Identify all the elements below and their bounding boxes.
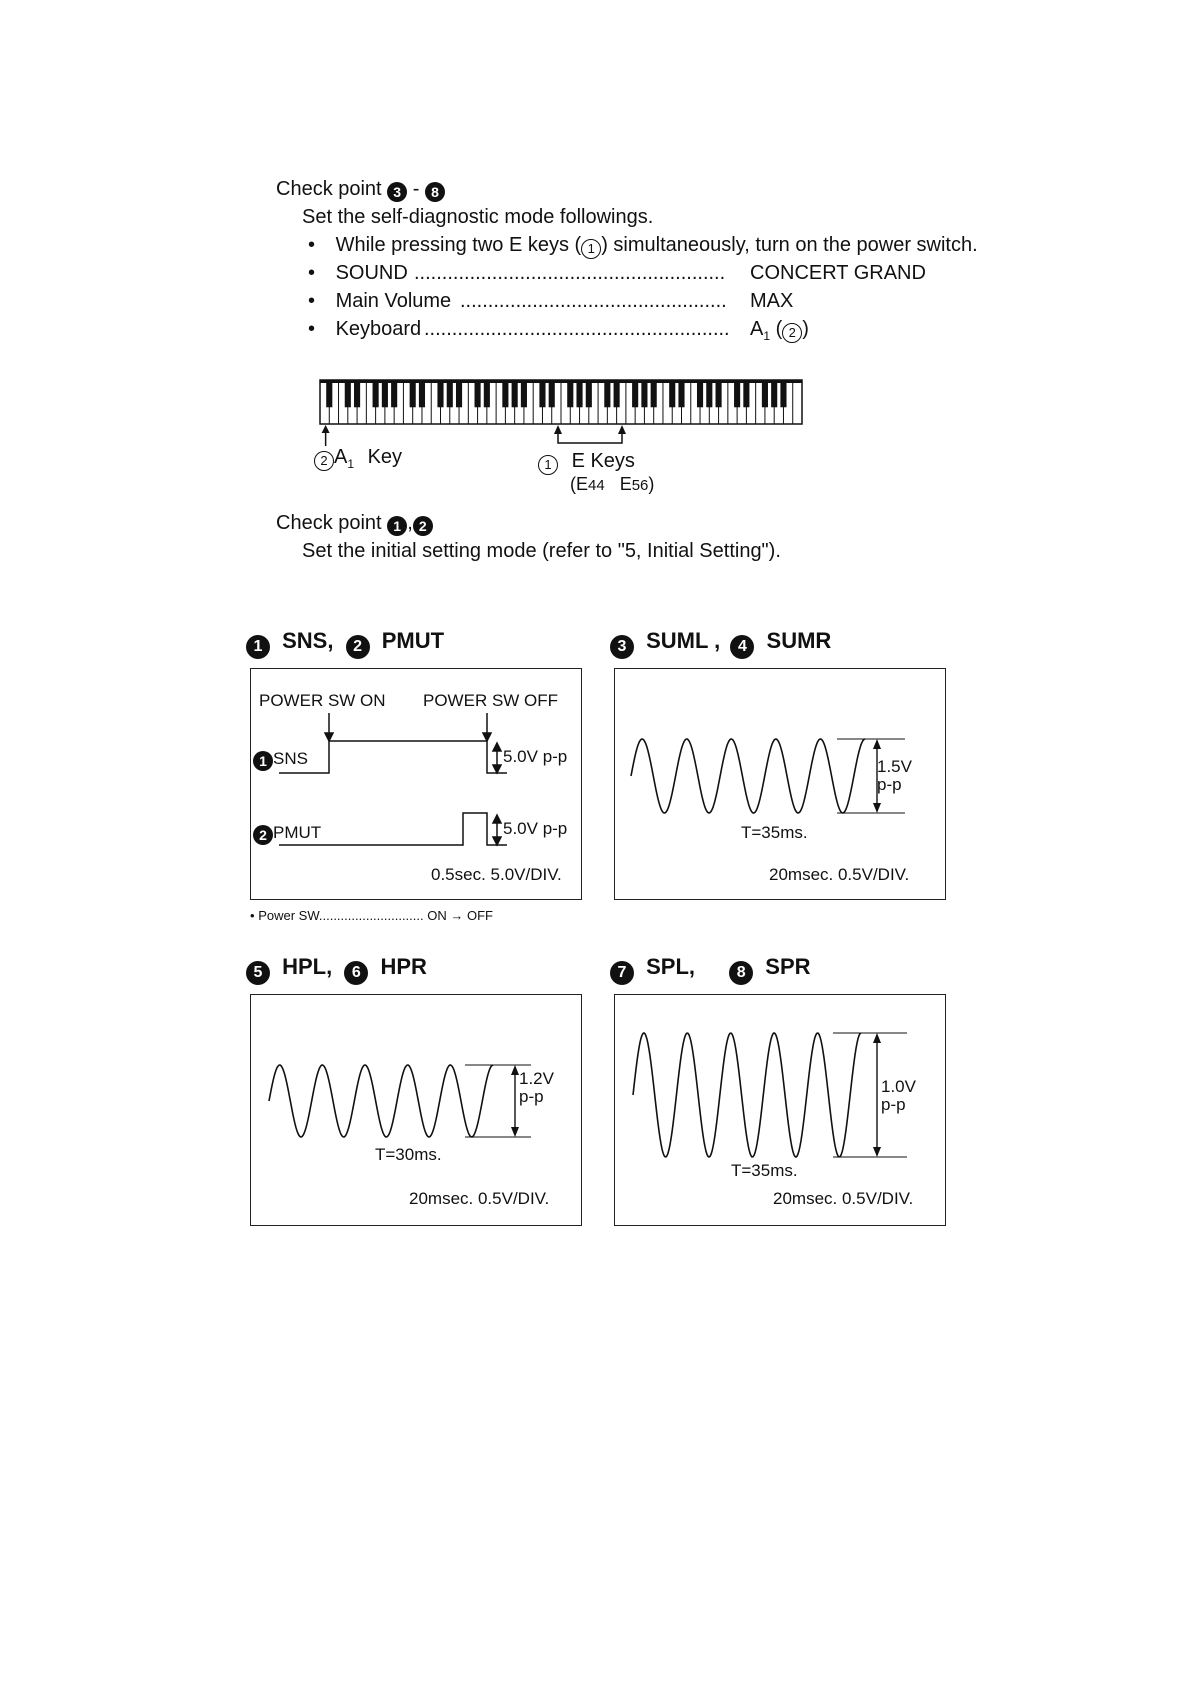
panel-2-scale: 20msec. 0.5V/DIV. [769, 865, 910, 884]
a1-key-label [314, 446, 402, 471]
circled-number-icon: 2 [253, 825, 273, 845]
circled-number-icon: 8 [425, 182, 445, 202]
sine-trace [633, 1033, 861, 1157]
amplitude-arrow-head [873, 803, 881, 813]
panel-title-part: SNS, [282, 628, 334, 653]
arrow-right-icon: → [450, 908, 464, 923]
e-keys-bracket [558, 428, 622, 443]
separator: - [412, 178, 420, 200]
checkpoint-a-heading-text: Check point [276, 178, 382, 200]
circled-number-icon: 1 [253, 751, 273, 771]
black-key [743, 380, 749, 407]
black-key [475, 380, 481, 407]
black-key [521, 380, 527, 407]
amp-value: 1.0V [881, 1077, 916, 1096]
range-low: 44 [588, 477, 605, 494]
circled-number-icon: 5 [246, 961, 270, 985]
black-key [614, 380, 620, 407]
circled-number-icon: 2 [413, 516, 433, 536]
black-key [512, 380, 518, 407]
panel-title-part: SUML , [646, 628, 721, 653]
black-key [669, 380, 675, 407]
amp-value: 1.5V [877, 757, 912, 776]
a1-pointer-arrow [322, 425, 330, 433]
circled-number-icon: 2 [346, 635, 370, 659]
e-keys-text: E Keys [571, 450, 635, 472]
black-key [447, 380, 453, 407]
power-on-label: POWER SW ON [259, 691, 386, 710]
a1-note: A [334, 446, 348, 468]
panel-2-amplitude [877, 757, 912, 795]
panel-2-title [610, 628, 831, 659]
black-key [604, 380, 610, 407]
circled-number-icon: 1 [246, 635, 270, 659]
black-key [419, 380, 425, 407]
range-close: ) [648, 474, 655, 494]
step-sound-leader: ........................................................ [414, 262, 726, 284]
step-label: SOUND [335, 262, 408, 284]
black-key [641, 380, 647, 407]
amplitude-arrow-head [511, 1065, 519, 1075]
sine-trace [269, 1065, 493, 1137]
range-open: (E [570, 474, 588, 494]
black-key [373, 380, 379, 407]
checkpoint-b-text: Set the initial setting mode (refer to "5, Initial Setting"). [302, 540, 781, 562]
pmut-label [253, 823, 321, 845]
panel-2-period: T=35ms. [741, 823, 808, 842]
power-sw-note [250, 908, 493, 923]
checkpoint-b-heading-text: Check point [276, 512, 382, 534]
pmut-amplitude: 5.0V p-p [503, 819, 568, 838]
keyboard-illustration [0, 0, 1190, 520]
black-key [484, 380, 490, 407]
e-keys-label [538, 450, 635, 475]
checkpoint-a-intro: Set the self-diagnostic mode followings. [302, 206, 654, 228]
amp-unit: p-p [877, 775, 902, 794]
black-key [382, 380, 388, 407]
panel-1-title [246, 628, 444, 659]
panel-title-part: SUMR [766, 628, 832, 653]
amplitude-arrow-head [873, 739, 881, 749]
value-main: A [750, 318, 764, 340]
note-to: OFF [467, 908, 493, 923]
black-key [345, 380, 351, 407]
black-key [326, 380, 332, 407]
amp-value: 1.2V [519, 1069, 554, 1088]
circled-number-icon: 2 [314, 451, 334, 471]
sns-label [253, 749, 308, 771]
sns-text: SNS [273, 749, 308, 768]
black-key [549, 380, 555, 407]
panel-1-scale: 0.5sec. 5.0V/DIV. [431, 865, 562, 884]
bullet-icon: • [250, 908, 255, 923]
panel-3-period: T=30ms. [375, 1145, 442, 1164]
panel-4-title [610, 954, 811, 985]
black-key [632, 380, 638, 407]
black-key [586, 380, 592, 407]
circled-number-icon: 3 [387, 182, 407, 202]
value-sub: 1 [763, 329, 771, 343]
checkpoint-b-heading [276, 512, 433, 536]
circled-number-icon: 8 [729, 961, 753, 985]
step-volume-value: MAX [750, 290, 794, 312]
e-key-arrow [554, 425, 562, 434]
a1-sub: 1 [347, 457, 355, 471]
panel-3-amplitude [519, 1069, 554, 1107]
black-key [410, 380, 416, 407]
black-key [716, 380, 722, 407]
step-label: Main Volume [335, 290, 452, 312]
black-key [651, 380, 657, 407]
note-leader: ............................. [318, 908, 424, 923]
circled-number-icon: 2 [782, 323, 802, 343]
black-key [502, 380, 508, 407]
sine-trace [631, 739, 865, 813]
panel-2-scope [614, 668, 946, 900]
amp-unit: p-p [519, 1087, 544, 1106]
paren: ( [770, 318, 783, 340]
amplitude-arrow-head [873, 1147, 881, 1157]
circled-number-icon: 6 [344, 961, 368, 985]
e-keys-range [570, 474, 654, 495]
sns-amplitude: 5.0V p-p [503, 747, 568, 766]
amp-unit: p-p [881, 1095, 906, 1114]
panel-title-part: HPR [380, 954, 427, 979]
panel-4-scale: 20msec. 0.5V/DIV. [773, 1189, 914, 1208]
panel-3-scale: 20msec. 0.5V/DIV. [409, 1189, 550, 1208]
black-key [771, 380, 777, 407]
black-key [567, 380, 573, 407]
power-off-label: POWER SW OFF [423, 691, 559, 710]
black-key [539, 380, 545, 407]
amplitude-arrow-head [511, 1127, 519, 1137]
step-sound-value: CONCERT GRAND [750, 262, 926, 284]
black-key [437, 380, 443, 407]
black-key [706, 380, 712, 407]
range-high-prefix: E [619, 474, 632, 494]
black-key [456, 380, 462, 407]
step-text: While pressing two E keys ( [335, 234, 582, 256]
step-volume-leader: ................................................ [460, 290, 727, 312]
circled-number-icon: 7 [610, 961, 634, 985]
pmut-text: PMUT [273, 823, 322, 842]
circled-number-icon: 1 [538, 455, 558, 475]
panel-4-period: T=35ms. [731, 1161, 798, 1180]
circled-number-icon: 1 [581, 239, 601, 259]
e-key-arrow [618, 425, 626, 434]
black-key [734, 380, 740, 407]
black-key [354, 380, 360, 407]
panel-4-scope [614, 994, 946, 1226]
range-high: 56 [631, 477, 649, 494]
black-key [697, 380, 703, 407]
panel-3-title [246, 954, 427, 985]
panel-title-part: SPL, [646, 954, 696, 979]
note-label: Power SW [258, 908, 319, 923]
panel-1-scope [250, 668, 582, 900]
circled-number-icon: 3 [610, 635, 634, 659]
panel-title-part: PMUT [381, 628, 445, 653]
black-key [780, 380, 786, 407]
panel-4-amplitude [881, 1077, 916, 1115]
note-from: ON [427, 908, 447, 923]
step-label: Keyboard [335, 318, 422, 340]
panel-3-scope [250, 994, 582, 1226]
circled-number-icon: 4 [730, 635, 754, 659]
panel-title-part: SPR [765, 954, 811, 979]
black-key [678, 380, 684, 407]
black-key [762, 380, 768, 407]
black-key [576, 380, 582, 407]
step-text: ) simultaneously, turn on the power switch. [601, 234, 978, 256]
separator: , [407, 512, 413, 534]
amplitude-arrow-head [873, 1033, 881, 1043]
step-keyboard-leader: ....................................................... [424, 318, 730, 340]
panel-title-part: HPL, [282, 954, 333, 979]
paren: ) [802, 318, 809, 340]
black-key [391, 380, 397, 407]
a1-suffix: Key [367, 446, 403, 468]
circled-number-icon: 1 [387, 516, 407, 536]
